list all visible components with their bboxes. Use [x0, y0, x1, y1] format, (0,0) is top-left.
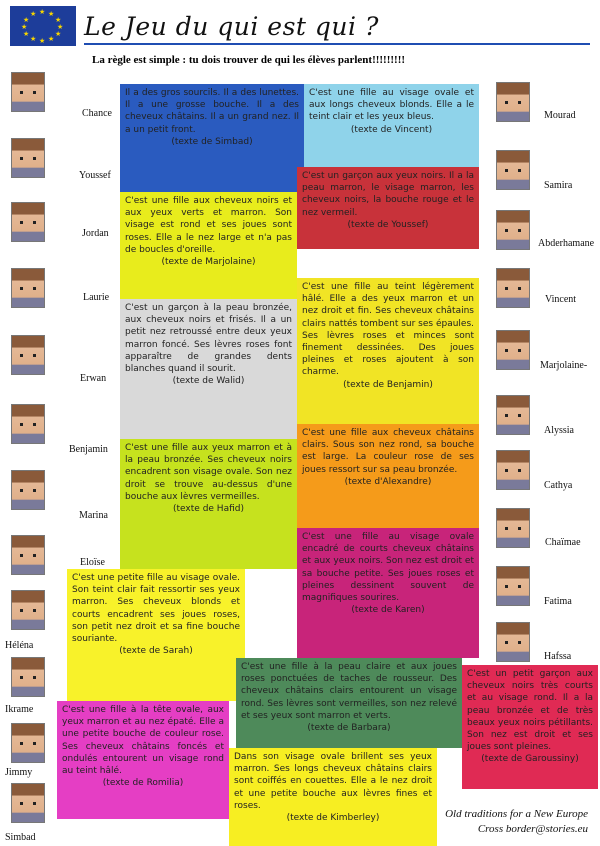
description-text: C'est une fille à la tête ovale, aux yeux marron et au nez épaté. Elle a une petite bouche de couleur rose. Ses cheveux châtains foncés et ondulés entourent un visage rond au teint hâlé. [62, 705, 224, 777]
description-text: C'est une fille aux cheveux châtains clairs. Sous son nez rond, sa bouche est large. La couleur rose de ses joues ressort sur sa peau bronzée. [302, 428, 474, 475]
description-author: (texte de Hafid) [173, 504, 244, 515]
student-name: Marina [79, 510, 108, 521]
student-photo [496, 268, 530, 308]
student-photo [496, 622, 530, 662]
description-box [57, 701, 229, 819]
student-photo [496, 395, 530, 435]
description-text: C'est un garçon aux yeux noirs. Il a la peau marron, le visage marron, les cheveux noirs, la bouche rouge et le nez vermeil. [302, 171, 474, 218]
student-name: Cathya [544, 480, 573, 491]
footer-tagline: Old traditions for a New Europe [445, 808, 588, 820]
description-text: C'est une fille aux yeux marron et à la peau bronzée. Ses cheveux noirs encadrent son visage ovale. Son nez droit se trouve au-dessus d'une bouche aux lèvres vermeilles. [125, 443, 292, 502]
description-box [120, 192, 297, 299]
student-name: Marjolaine- [540, 360, 588, 371]
student-photo [11, 72, 45, 112]
student-photo [11, 268, 45, 308]
student-name: Simbad [5, 832, 36, 843]
description-box [304, 84, 479, 167]
student-photo [11, 590, 45, 630]
rules-subtitle: La règle est simple : tu dois trouver de qui les élèves parlent!!!!!!!!! [92, 54, 406, 66]
student-name: Benjamin [69, 444, 108, 455]
student-name: Hafssa [544, 651, 572, 662]
description-author: (texte de Marjolaine) [161, 257, 256, 268]
student-name: Jimmy [5, 767, 33, 778]
student-name: Chaïmae [545, 537, 581, 548]
student-name: Alyssia [544, 425, 574, 436]
student-name: Héléna [5, 640, 34, 651]
student-name: Ikrame [5, 704, 34, 715]
description-text: C'est une fille au visage ovale et aux longs cheveux blonds. Elle a le teint clair et les yeux bleus. [309, 88, 474, 123]
description-text: C'est une fille au visage ovale encadré de courts cheveux châtains et aux yeux noirs. Son nez est droit et sa bouche petite. Ses joues roses et pleines dessinent souvent de magnifiques sourires. [302, 532, 474, 604]
description-box [120, 299, 297, 439]
description-author: (texte de Walid) [172, 376, 245, 387]
student-name: Vincent [545, 294, 577, 305]
description-author: (texte de Garoussiny) [481, 754, 579, 765]
description-text: C'est un petit garçon aux cheveux noirs très courts et au visage rond. Il a la peau bronzée et de très beaux yeux noirs pétillants. Son nez est droit et ses joues sont pleines. [467, 669, 593, 753]
description-box [229, 748, 437, 846]
student-photo [496, 508, 530, 548]
description-author: (texte de Barbara) [307, 723, 391, 734]
student-name: Fatima [544, 596, 572, 607]
student-name: Chance [82, 108, 112, 119]
student-photo [11, 202, 45, 242]
description-box [120, 84, 304, 192]
student-name: Eloïse [80, 557, 105, 568]
description-author: (texte de Kimberley) [286, 813, 380, 824]
description-author: (texte de Simbad) [171, 136, 253, 147]
description-text: C'est une fille au teint légèrement hâlé. Elle a des yeux marron et un nez droit et fin. Ses cheveux châtains clairs nattés tombent sur ses épaules. Ses lèvres roses et minces sont finement dessinées. Des joues pleines et roses ajoutent à son charme. [302, 282, 475, 378]
student-name: Samira [544, 180, 573, 191]
student-photo [11, 783, 45, 823]
student-photo [11, 404, 45, 444]
description-box [236, 658, 462, 748]
description-box [462, 665, 598, 789]
description-author: (texte de Vincent) [350, 124, 433, 135]
footer-email: Cross border@stories.eu [477, 823, 588, 835]
description-text: Il a des gros sourcils. Il a des lunettes. Il a une grosse bouche. Il a des cheveux châtains. Il a un grand nez. Il a un petit front. [125, 88, 299, 135]
student-name: Laurie [83, 292, 110, 303]
student-photo [11, 657, 45, 697]
description-author: (texte de Sarah) [119, 646, 193, 657]
description-author: (texte de Youssef) [347, 219, 429, 230]
description-text: C'est une petite fille au visage ovale. Son teint clair fait ressortir ses yeux marron. Ses cheveux blonds et courts encadrent ses joues roses, son petit nez droit et sa fine bouche souriante. [72, 573, 240, 645]
student-photo [11, 535, 45, 575]
description-text: C'est une fille à la peau claire et aux joues roses ponctuées de taches de rousseur. Des cheveux châtains clairs entourent un visage rond. Ses lèvres sont vermeilles, son nez relevé et ses yeux sont marron et verts. [241, 662, 457, 721]
description-box [67, 569, 245, 701]
description-author: (texte de Benjamin) [343, 379, 433, 390]
description-box [297, 424, 479, 528]
student-name: Youssef [79, 170, 111, 181]
student-photo [496, 150, 530, 190]
description-text: C'est une fille aux cheveux noirs et aux yeux verts et marron. Son visage est rond et ses joues sont roses. Elle a le nez large et n'a pas de boucles d'oreille. [125, 196, 292, 255]
student-name: Abderhamane [538, 238, 595, 249]
page-title: Le Jeu du qui est qui ? [84, 12, 379, 41]
student-photo [496, 330, 530, 370]
student-photo [496, 210, 530, 250]
student-photo [11, 723, 45, 763]
student-name: Jordan [82, 228, 109, 239]
description-author: (texte de Karen) [351, 605, 425, 616]
description-text: C'est un garçon à la peau bronzée, aux cheveux noirs et frisés. Il a un petit nez retroussé entre deux yeux marron foncé. Ses lèvres roses font apparaître de grandes dents blanches quand il sourit. [125, 303, 292, 375]
student-photo [496, 82, 530, 122]
student-name: Erwan [80, 373, 107, 384]
student-photo [11, 138, 45, 178]
student-photo [496, 450, 530, 490]
description-author: (texte d'Alexandre) [344, 476, 432, 487]
description-box [120, 439, 297, 569]
eu-flag-logo: ★ ★ ★ ★ ★ ★ ★ ★ ★ ★ ★ ★ [10, 6, 76, 46]
description-text: Dans son visage ovale brillent ses yeux marron. Ses longs cheveux châtains clairs sont coiffés en couettes. Elle a le nez droit et une petite bouche aux lèvres fines et roses. [234, 752, 432, 811]
student-photo [11, 335, 45, 375]
student-name: Mourad [544, 110, 576, 121]
description-box [297, 167, 479, 249]
description-author: (texte de Romilia) [102, 778, 184, 789]
description-box [297, 278, 479, 424]
title-underline [84, 43, 590, 45]
student-photo [11, 470, 45, 510]
description-box [297, 528, 479, 658]
student-photo [496, 566, 530, 606]
